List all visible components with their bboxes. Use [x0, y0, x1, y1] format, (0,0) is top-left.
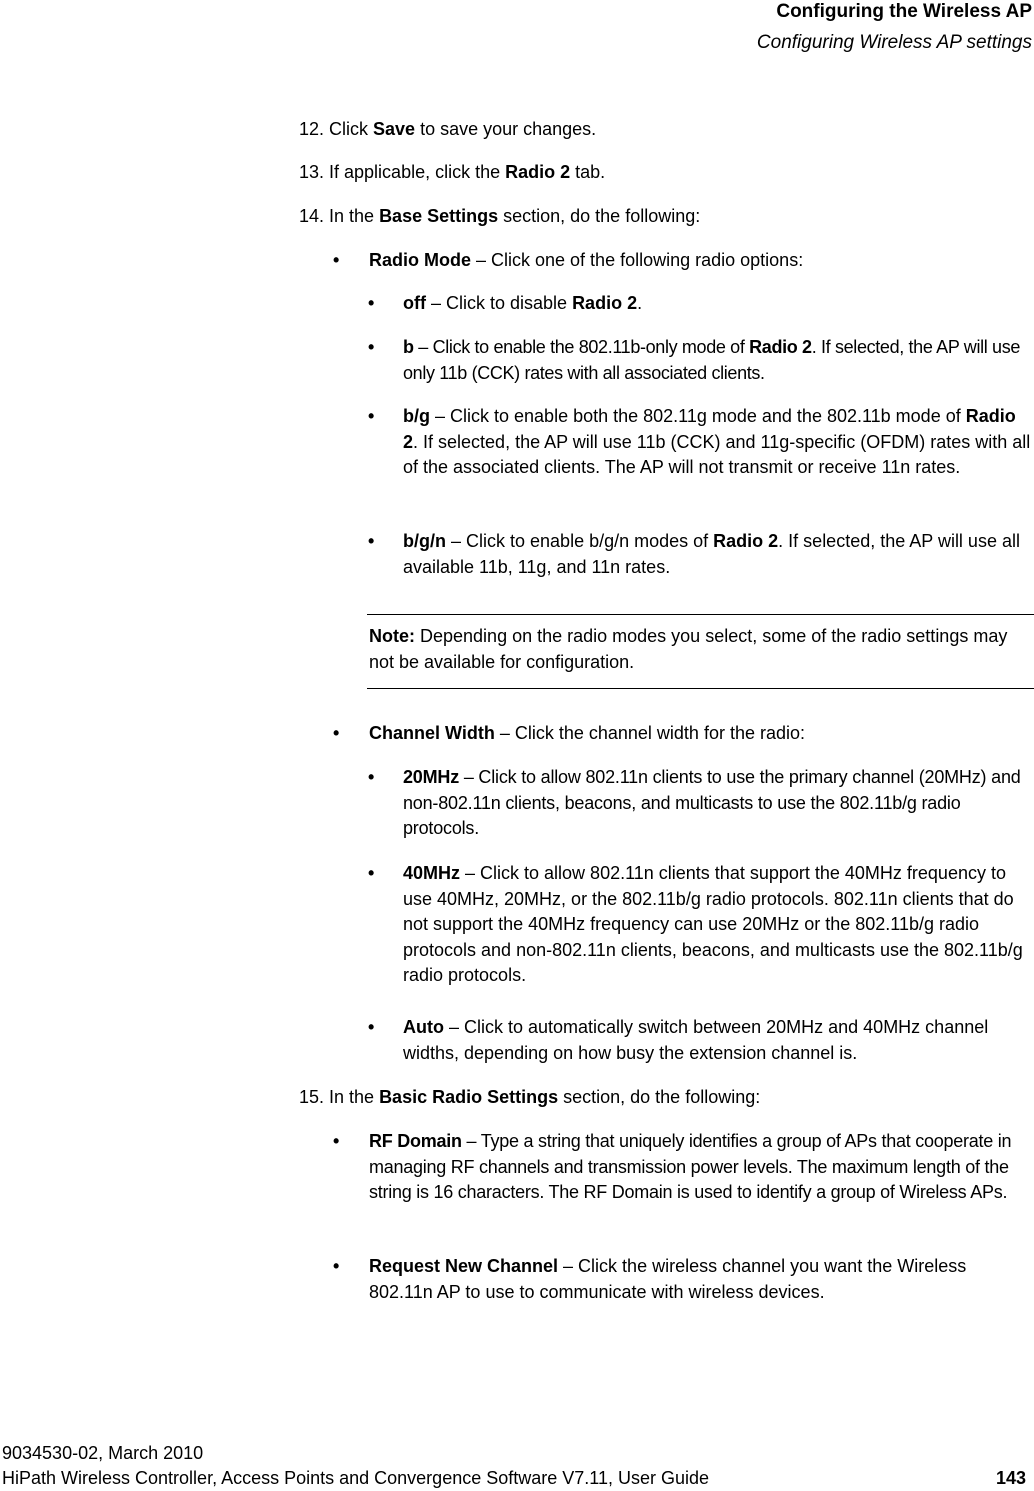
- step-15: 15. In the Basic Radio Settings section, do the following:: [299, 1087, 761, 1107]
- bullet-auto: •: [368, 1017, 375, 1037]
- step-12: 12. Click Save to save your changes.: [299, 119, 597, 139]
- bullet-radio-mode: •: [333, 250, 340, 270]
- bullet-bgn: •: [368, 531, 375, 551]
- save-term: Save: [373, 119, 416, 139]
- page-number: 143: [995, 1468, 1026, 1488]
- note-box: Note: Depending on the radio modes you select, some of the radio settings may not be available for configuration.: [369, 626, 1008, 672]
- bullet-40mhz: •: [368, 863, 375, 883]
- bullet-b: •: [368, 337, 375, 357]
- radio-mode-b: b – Click to enable the 802.11b-only mode of Radio 2. If selected, the AP will use only 11b (CCK) rates with all associated clients.: [403, 337, 1021, 383]
- bullet-rf-domain: •: [333, 1131, 340, 1151]
- step-14: 14. In the Base Settings section, do the following:: [299, 206, 701, 226]
- radio-mode-off: off – Click to disable Radio 2.: [403, 293, 643, 313]
- bullet-20mhz: •: [368, 767, 375, 787]
- base-settings-term: Base Settings: [379, 206, 499, 226]
- step-13: 13. If applicable, click the Radio 2 tab.: [299, 162, 606, 182]
- bullet-channel-width: •: [333, 723, 340, 743]
- radio2-tab-term: Radio 2: [505, 162, 571, 182]
- note-bottom-rule: [367, 688, 1034, 689]
- channel-width-item: Channel Width – Click the channel width for the radio:: [369, 723, 805, 743]
- note-top-rule: [367, 614, 1034, 615]
- channel-width-auto: Auto – Click to automatically switch between 20MHz and 40MHz channel widths, depending on how busy the extension channel is.: [403, 1017, 989, 1063]
- radio-mode-item: Radio Mode – Click one of the following radio options:: [369, 250, 804, 270]
- header-title: Configuring the Wireless AP: [776, 1, 1032, 22]
- basic-radio-settings-term: Basic Radio Settings: [379, 1087, 559, 1107]
- rf-domain-item: RF Domain – Type a string that uniquely identifies a group of APs that cooperate in managing RF channels and transmission power levels. The maximum length of the string is 16 characters. The RF Domain is used to identify a group of Wireless APs.: [369, 1131, 1012, 1202]
- request-channel-item: Request New Channel – Click the wireless channel you want the Wireless 802.11n AP to use to communicate with wireless devices.: [369, 1256, 967, 1302]
- channel-width-20mhz: 20MHz – Click to allow 802.11n clients to use the primary channel (20MHz) and non-802.11n clients, beacons, and multicasts to use the 802.11b/g radio protocols.: [403, 767, 1021, 838]
- footer-guide-title: HiPath Wireless Controller, Access Points and Convergence Software V7.11, User Guide: [2, 1468, 710, 1488]
- footer-doc-id: 9034530-02, March 2010: [2, 1443, 204, 1463]
- channel-width-40mhz: 40MHz – Click to allow 802.11n clients that support the 40MHz frequency to use 40MHz, 20MHz, or the 802.11b/g radio protocols. 802.11n clients that do not support the 40MHz frequency can use 20MHz or the 802.11b/g radio protocols and non-802.11n clients, beacons, and multicasts use the 802.11b/g radio protocols.: [403, 863, 1023, 985]
- bullet-request-channel: •: [333, 1256, 340, 1276]
- bullet-bg: •: [368, 406, 375, 426]
- header-subtitle: Configuring Wireless AP settings: [756, 32, 1032, 53]
- radio-mode-bg: b/g – Click to enable both the 802.11g mode and the 802.11b mode of Radio 2. If selected, the AP will use 11b (CCK) and 11g-specific (OFDM) rates with all of the associated clients. The AP will not transmit or receive 11n rates.: [403, 406, 1031, 477]
- radio-mode-bgn: b/g/n – Click to enable b/g/n modes of Radio 2. If selected, the AP will use all available 11b, 11g, and 11n rates.: [403, 531, 1020, 577]
- bullet-off: •: [368, 293, 375, 313]
